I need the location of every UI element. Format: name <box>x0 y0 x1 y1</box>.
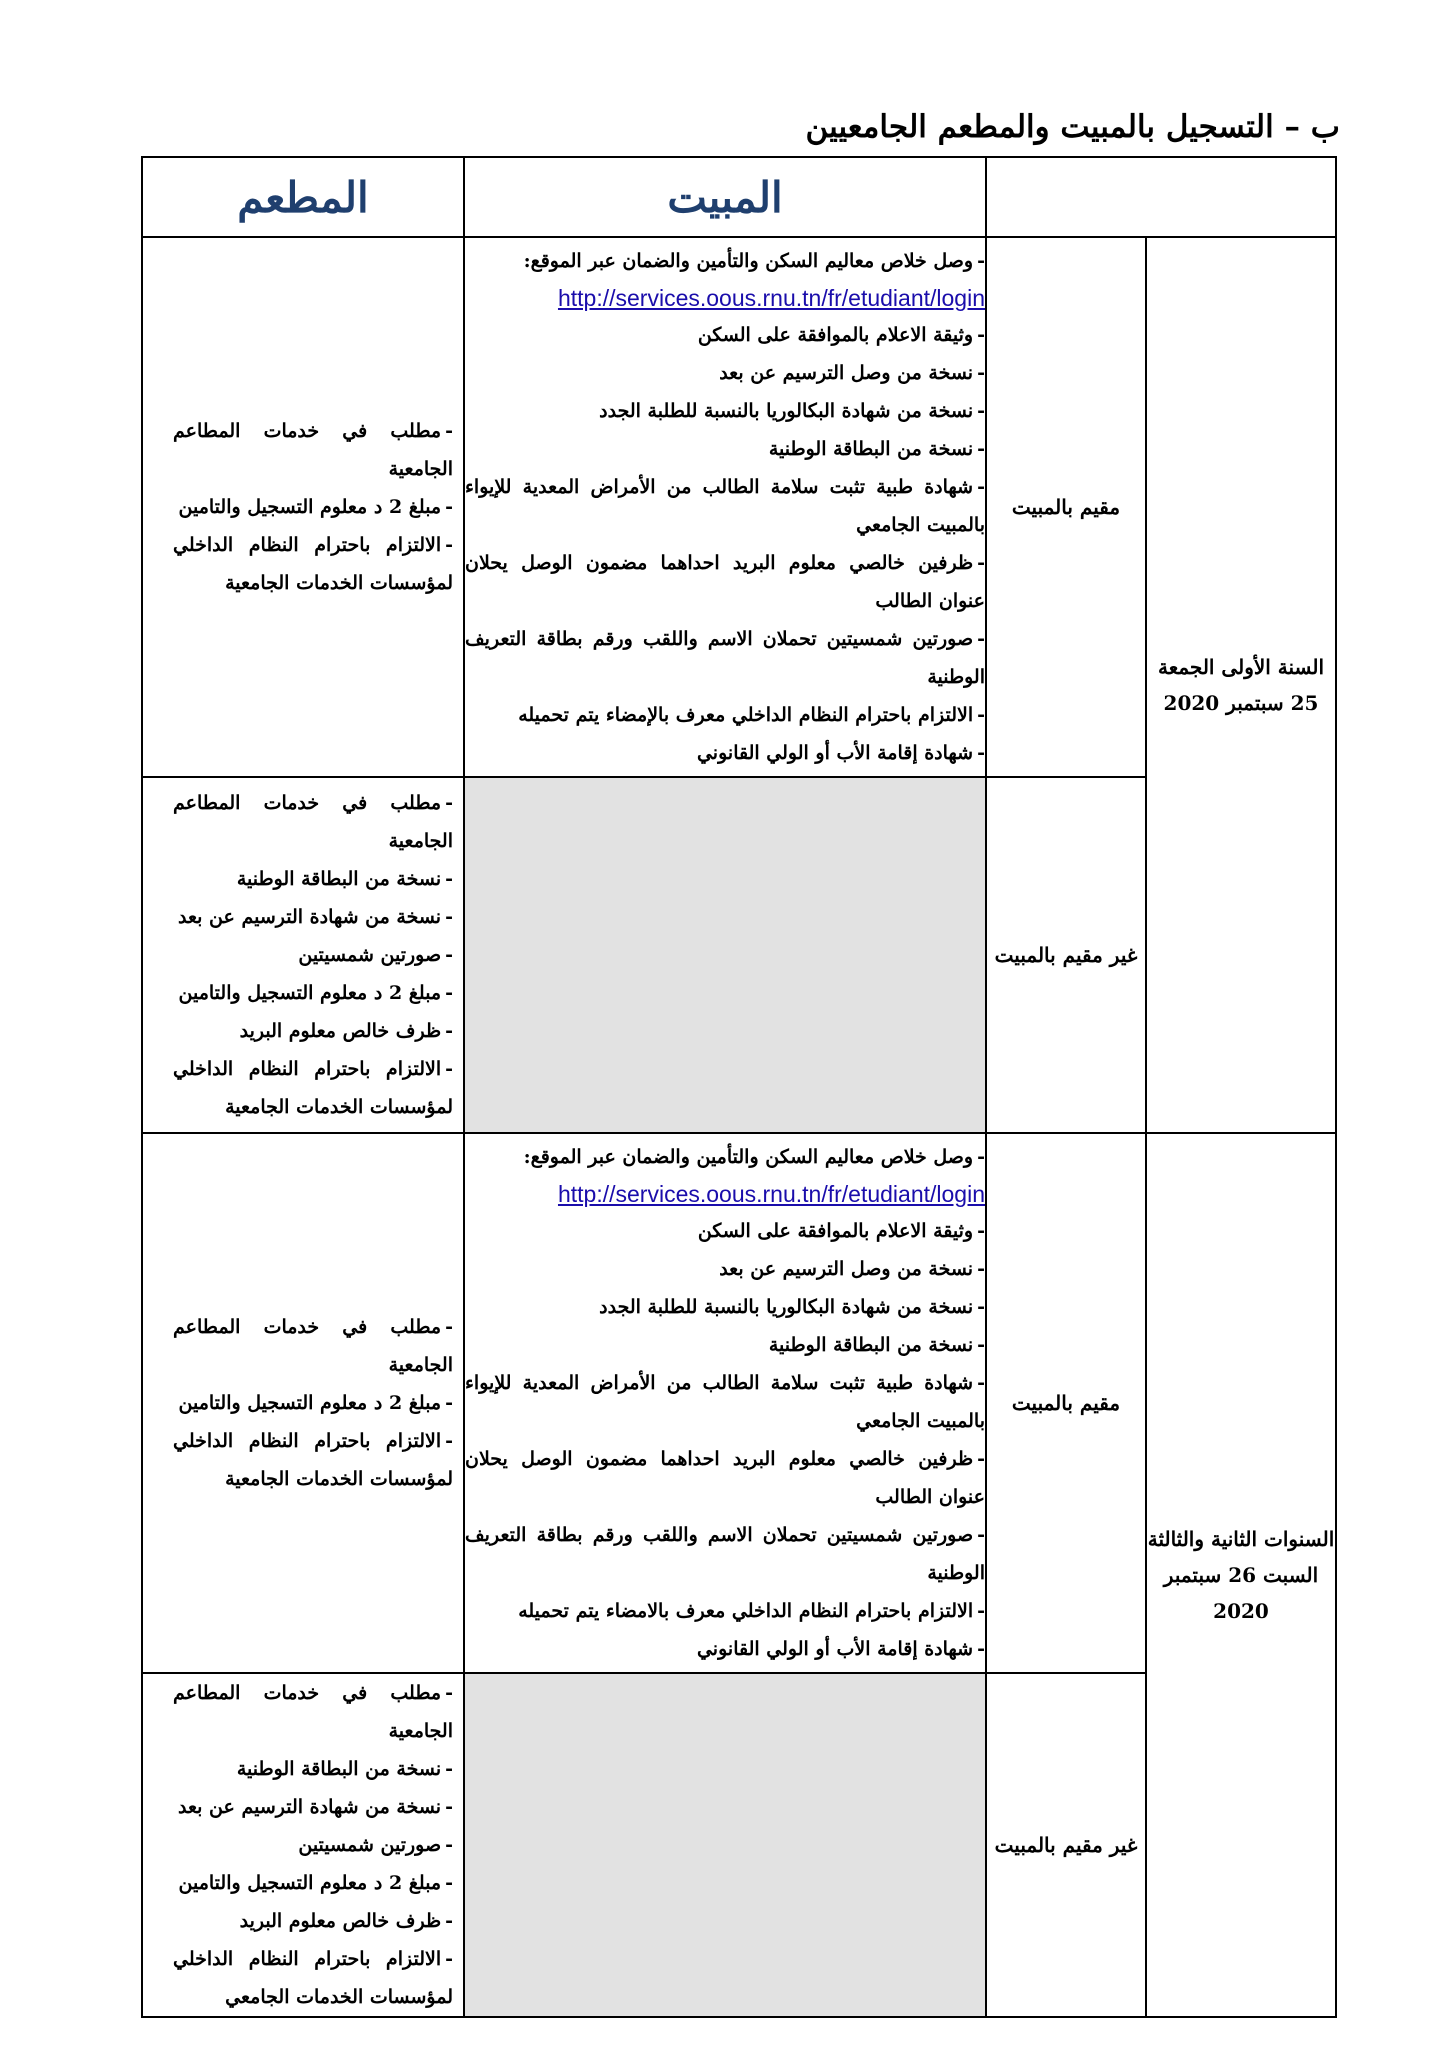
bullet-dash: - <box>445 1020 453 1042</box>
list-item-text: الالتزام باحترام النظام الداخلي معرف بالامضاء يتم تحميله <box>518 1600 974 1622</box>
dorm-requirements-cell <box>464 1133 986 1673</box>
list-item-text: نسخة من شهادة البكالوريا بالنسبة للطلبة الجدد <box>599 1296 974 1318</box>
bullet-dash: - <box>445 1872 453 1894</box>
list-item-text: نسخة من شهادة الترسيم عن بعد <box>178 906 442 928</box>
dorm-requirements-list <box>465 1138 985 1668</box>
list-item-text: مبلغ 2 د معلوم التسجيل والتامين <box>178 982 442 1004</box>
list-item <box>173 974 453 1012</box>
list-item <box>173 898 453 936</box>
list-item-text: ظرف خالص معلوم البريد <box>239 1020 442 1042</box>
list-item <box>465 1138 985 1212</box>
bullet-dash: - <box>445 420 453 442</box>
list-item-text: الالتزام باحترام النظام الداخلي لمؤسسات الخدمات الجامعية <box>173 1058 453 1118</box>
bullet-dash: - <box>977 552 985 574</box>
list-item <box>465 1364 985 1440</box>
list-item-text: نسخة من وصل الترسيم عن بعد <box>719 1258 974 1280</box>
year-cell: السنوات الثانية والثالثة السبت 26 سبتمبر 2020 <box>1146 1133 1336 2017</box>
list-item-text: مطلب في خدمات المطاعم الجامعية <box>173 1682 453 1742</box>
list-item-text: الالتزام باحترام النظام الداخلي لمؤسسات الخدمات الجامعي <box>173 1948 453 2008</box>
list-item-text: نسخة من البطاقة الوطنية <box>768 1334 974 1356</box>
bullet-dash: - <box>445 1682 453 1704</box>
list-item <box>465 1592 985 1630</box>
list-item-text: ظرفين خالصي معلوم البريد احداهما مضمون الوصل يحلان عنوان الطالب <box>465 1448 985 1508</box>
list-item <box>173 1050 453 1126</box>
bullet-dash: - <box>977 400 985 422</box>
page-title: ب – التسجيل بالمبيت والمطعم الجامعيين <box>805 109 1340 145</box>
bullet-dash: - <box>445 982 453 1004</box>
bullet-dash: - <box>445 496 453 518</box>
bullet-dash: - <box>977 742 985 764</box>
list-item <box>173 1012 453 1050</box>
list-item <box>465 316 985 354</box>
list-item-text: مبلغ 2 د معلوم التسجيل والتامين <box>178 1392 442 1414</box>
bullet-dash: - <box>445 1834 453 1856</box>
list-item <box>173 860 453 898</box>
table-row <box>142 237 1336 777</box>
list-item-text: صورتين شمسيتين تحملان الاسم واللقب ورقم بطاقة التعريف الوطنية <box>465 1524 985 1584</box>
bullet-dash: - <box>445 1392 453 1414</box>
list-item <box>173 1902 453 1940</box>
bullet-dash: - <box>977 438 985 460</box>
bullet-dash: - <box>445 944 453 966</box>
list-item <box>173 1750 453 1788</box>
header-blank-cell <box>986 157 1336 237</box>
list-item <box>465 1516 985 1592</box>
list-item-text: مطلب في خدمات المطاعم الجامعية <box>173 1316 453 1376</box>
list-item <box>173 526 453 602</box>
list-item-text: وصل خلاص معاليم السكن والتأمين والضمان عبر الموقع: <box>523 1146 974 1168</box>
list-item-text: نسخة من وصل الترسيم عن بعد <box>719 362 974 384</box>
list-item <box>173 1940 453 2016</box>
empty-shaded-cell <box>464 1673 986 2017</box>
list-item-text: نسخة من شهادة الترسيم عن بعد <box>178 1796 442 1818</box>
list-item-text: الالتزام باحترام النظام الداخلي معرف بالإمضاء يتم تحميله <box>518 704 974 726</box>
bullet-dash: - <box>445 534 453 556</box>
bullet-dash: - <box>977 1524 985 1546</box>
bullet-dash: - <box>445 1430 453 1452</box>
registration-table <box>141 156 1337 2018</box>
bullet-dash: - <box>977 1448 985 1470</box>
list-item-text: وثيقة الاعلام بالموافقة على السكن <box>697 1220 974 1242</box>
restaurant-requirements-cell <box>142 777 464 1133</box>
list-item-text: وصل خلاص معاليم السكن والتأمين والضمان عبر الموقع: <box>523 250 974 272</box>
bullet-dash: - <box>977 1638 985 1660</box>
list-item-text: نسخة من البطاقة الوطنية <box>236 868 442 890</box>
list-item <box>465 734 985 772</box>
dorm-requirements-list <box>465 242 985 772</box>
bullet-dash: - <box>977 1146 985 1168</box>
restaurant-requirements-list <box>143 412 463 602</box>
list-item-text: نسخة من البطاقة الوطنية <box>768 438 974 460</box>
bullet-dash: - <box>445 1910 453 1932</box>
list-item-text: شهادة طبية تثبت سلامة الطالب من الأمراض المعدية للإيواء بالمبيت الجامعي <box>465 476 985 536</box>
bullet-dash: - <box>445 906 453 928</box>
bullet-dash: - <box>977 1220 985 1242</box>
table-header-row <box>142 157 1336 237</box>
bullet-dash: - <box>445 1316 453 1338</box>
list-item <box>173 784 453 860</box>
list-item <box>465 1250 985 1288</box>
bullet-dash: - <box>977 1372 985 1394</box>
list-item-text: الالتزام باحترام النظام الداخلي لمؤسسات الخدمات الجامعية <box>173 1430 453 1490</box>
list-item-text: مطلب في خدمات المطاعم الجامعية <box>173 420 453 480</box>
dorm-requirements-cell <box>464 237 986 777</box>
bullet-dash: - <box>977 324 985 346</box>
list-item <box>465 544 985 620</box>
list-item-text: صورتين شمسيتين <box>298 944 442 966</box>
list-item-text: نسخة من شهادة البكالوريا بالنسبة للطلبة الجدد <box>599 400 974 422</box>
bullet-dash: - <box>445 1758 453 1780</box>
bullet-dash: - <box>977 362 985 384</box>
restaurant-requirements-list <box>143 784 463 1126</box>
bullet-dash: - <box>445 868 453 890</box>
restaurant-requirements-cell <box>142 237 464 777</box>
year-cell: السنة الأولى الجمعة 25 سبتمبر 2020 <box>1146 237 1336 1133</box>
restaurant-requirements-cell <box>142 1673 464 2017</box>
bullet-dash: - <box>977 250 985 272</box>
list-item <box>465 430 985 468</box>
list-item <box>465 354 985 392</box>
bullet-dash: - <box>445 1796 453 1818</box>
restaurant-requirements-list <box>143 1308 463 1498</box>
list-item-text: مطلب في خدمات المطاعم الجامعية <box>173 792 453 852</box>
list-item <box>465 1440 985 1516</box>
list-item <box>173 488 453 526</box>
list-item <box>465 1630 985 1668</box>
bullet-dash: - <box>445 792 453 814</box>
bullet-dash: - <box>977 1334 985 1356</box>
list-item <box>465 1326 985 1364</box>
list-item-text: شهادة إقامة الأب أو الولي القانوني <box>696 742 974 764</box>
list-item <box>173 1674 453 1750</box>
list-item <box>173 1788 453 1826</box>
list-item-text: الالتزام باحترام النظام الداخلي لمؤسسات الخدمات الجامعية <box>173 534 453 594</box>
list-item <box>173 1422 453 1498</box>
list-item-text: نسخة من البطاقة الوطنية <box>236 1758 442 1780</box>
list-item-text: مبلغ 2 د معلوم التسجيل والتامين <box>178 1872 442 1894</box>
header-restaurant: المطعم <box>142 157 464 237</box>
list-item <box>465 620 985 696</box>
list-item <box>173 412 453 488</box>
restaurant-requirements-cell <box>142 1133 464 1673</box>
empty-shaded-cell <box>464 777 986 1133</box>
list-item <box>173 1864 453 1902</box>
list-item <box>465 242 985 316</box>
list-item <box>173 1308 453 1384</box>
status-cell: مقيم بالمبيت <box>986 1133 1146 1673</box>
list-item <box>465 468 985 544</box>
list-item-text: شهادة إقامة الأب أو الولي القانوني <box>696 1638 974 1660</box>
table-row <box>142 1133 1336 1673</box>
registration-link[interactable]: http://services.oous.rnu.tn/fr/etudiant/login <box>557 285 985 311</box>
bullet-dash: - <box>977 1258 985 1280</box>
list-item <box>465 392 985 430</box>
status-cell: غير مقيم بالمبيت <box>986 1673 1146 2017</box>
list-item <box>173 936 453 974</box>
list-item <box>173 1826 453 1864</box>
list-item-text: وثيقة الاعلام بالموافقة على السكن <box>697 324 974 346</box>
registration-link[interactable]: http://services.oous.rnu.tn/fr/etudiant/login <box>557 1181 985 1207</box>
bullet-dash: - <box>977 476 985 498</box>
bullet-dash: - <box>977 1296 985 1318</box>
list-item <box>173 1384 453 1422</box>
bullet-dash: - <box>977 704 985 726</box>
list-item-text: مبلغ 2 د معلوم التسجيل والتامين <box>178 496 442 518</box>
list-item-text: شهادة طبية تثبت سلامة الطالب من الأمراض المعدية للإيواء بالمبيت الجامعي <box>465 1372 985 1432</box>
bullet-dash: - <box>977 1600 985 1622</box>
bullet-dash: - <box>445 1058 453 1080</box>
bullet-dash: - <box>977 628 985 650</box>
list-item <box>465 1288 985 1326</box>
list-item-text: ظرفين خالصي معلوم البريد احداهما مضمون الوصل يحلان عنوان الطالب <box>465 552 985 612</box>
list-item <box>465 1212 985 1250</box>
list-item <box>465 696 985 734</box>
header-dorm: المبيت <box>464 157 986 237</box>
list-item-text: صورتين شمسيتين <box>298 1834 442 1856</box>
status-cell: مقيم بالمبيت <box>986 237 1146 777</box>
list-item-text: صورتين شمسيتين تحملان الاسم واللقب ورقم بطاقة التعريف الوطنية <box>465 628 985 688</box>
status-cell: غير مقيم بالمبيت <box>986 777 1146 1133</box>
list-item-text: ظرف خالص معلوم البريد <box>239 1910 442 1932</box>
bullet-dash: - <box>445 1948 453 1970</box>
restaurant-requirements-list <box>143 1674 463 2016</box>
